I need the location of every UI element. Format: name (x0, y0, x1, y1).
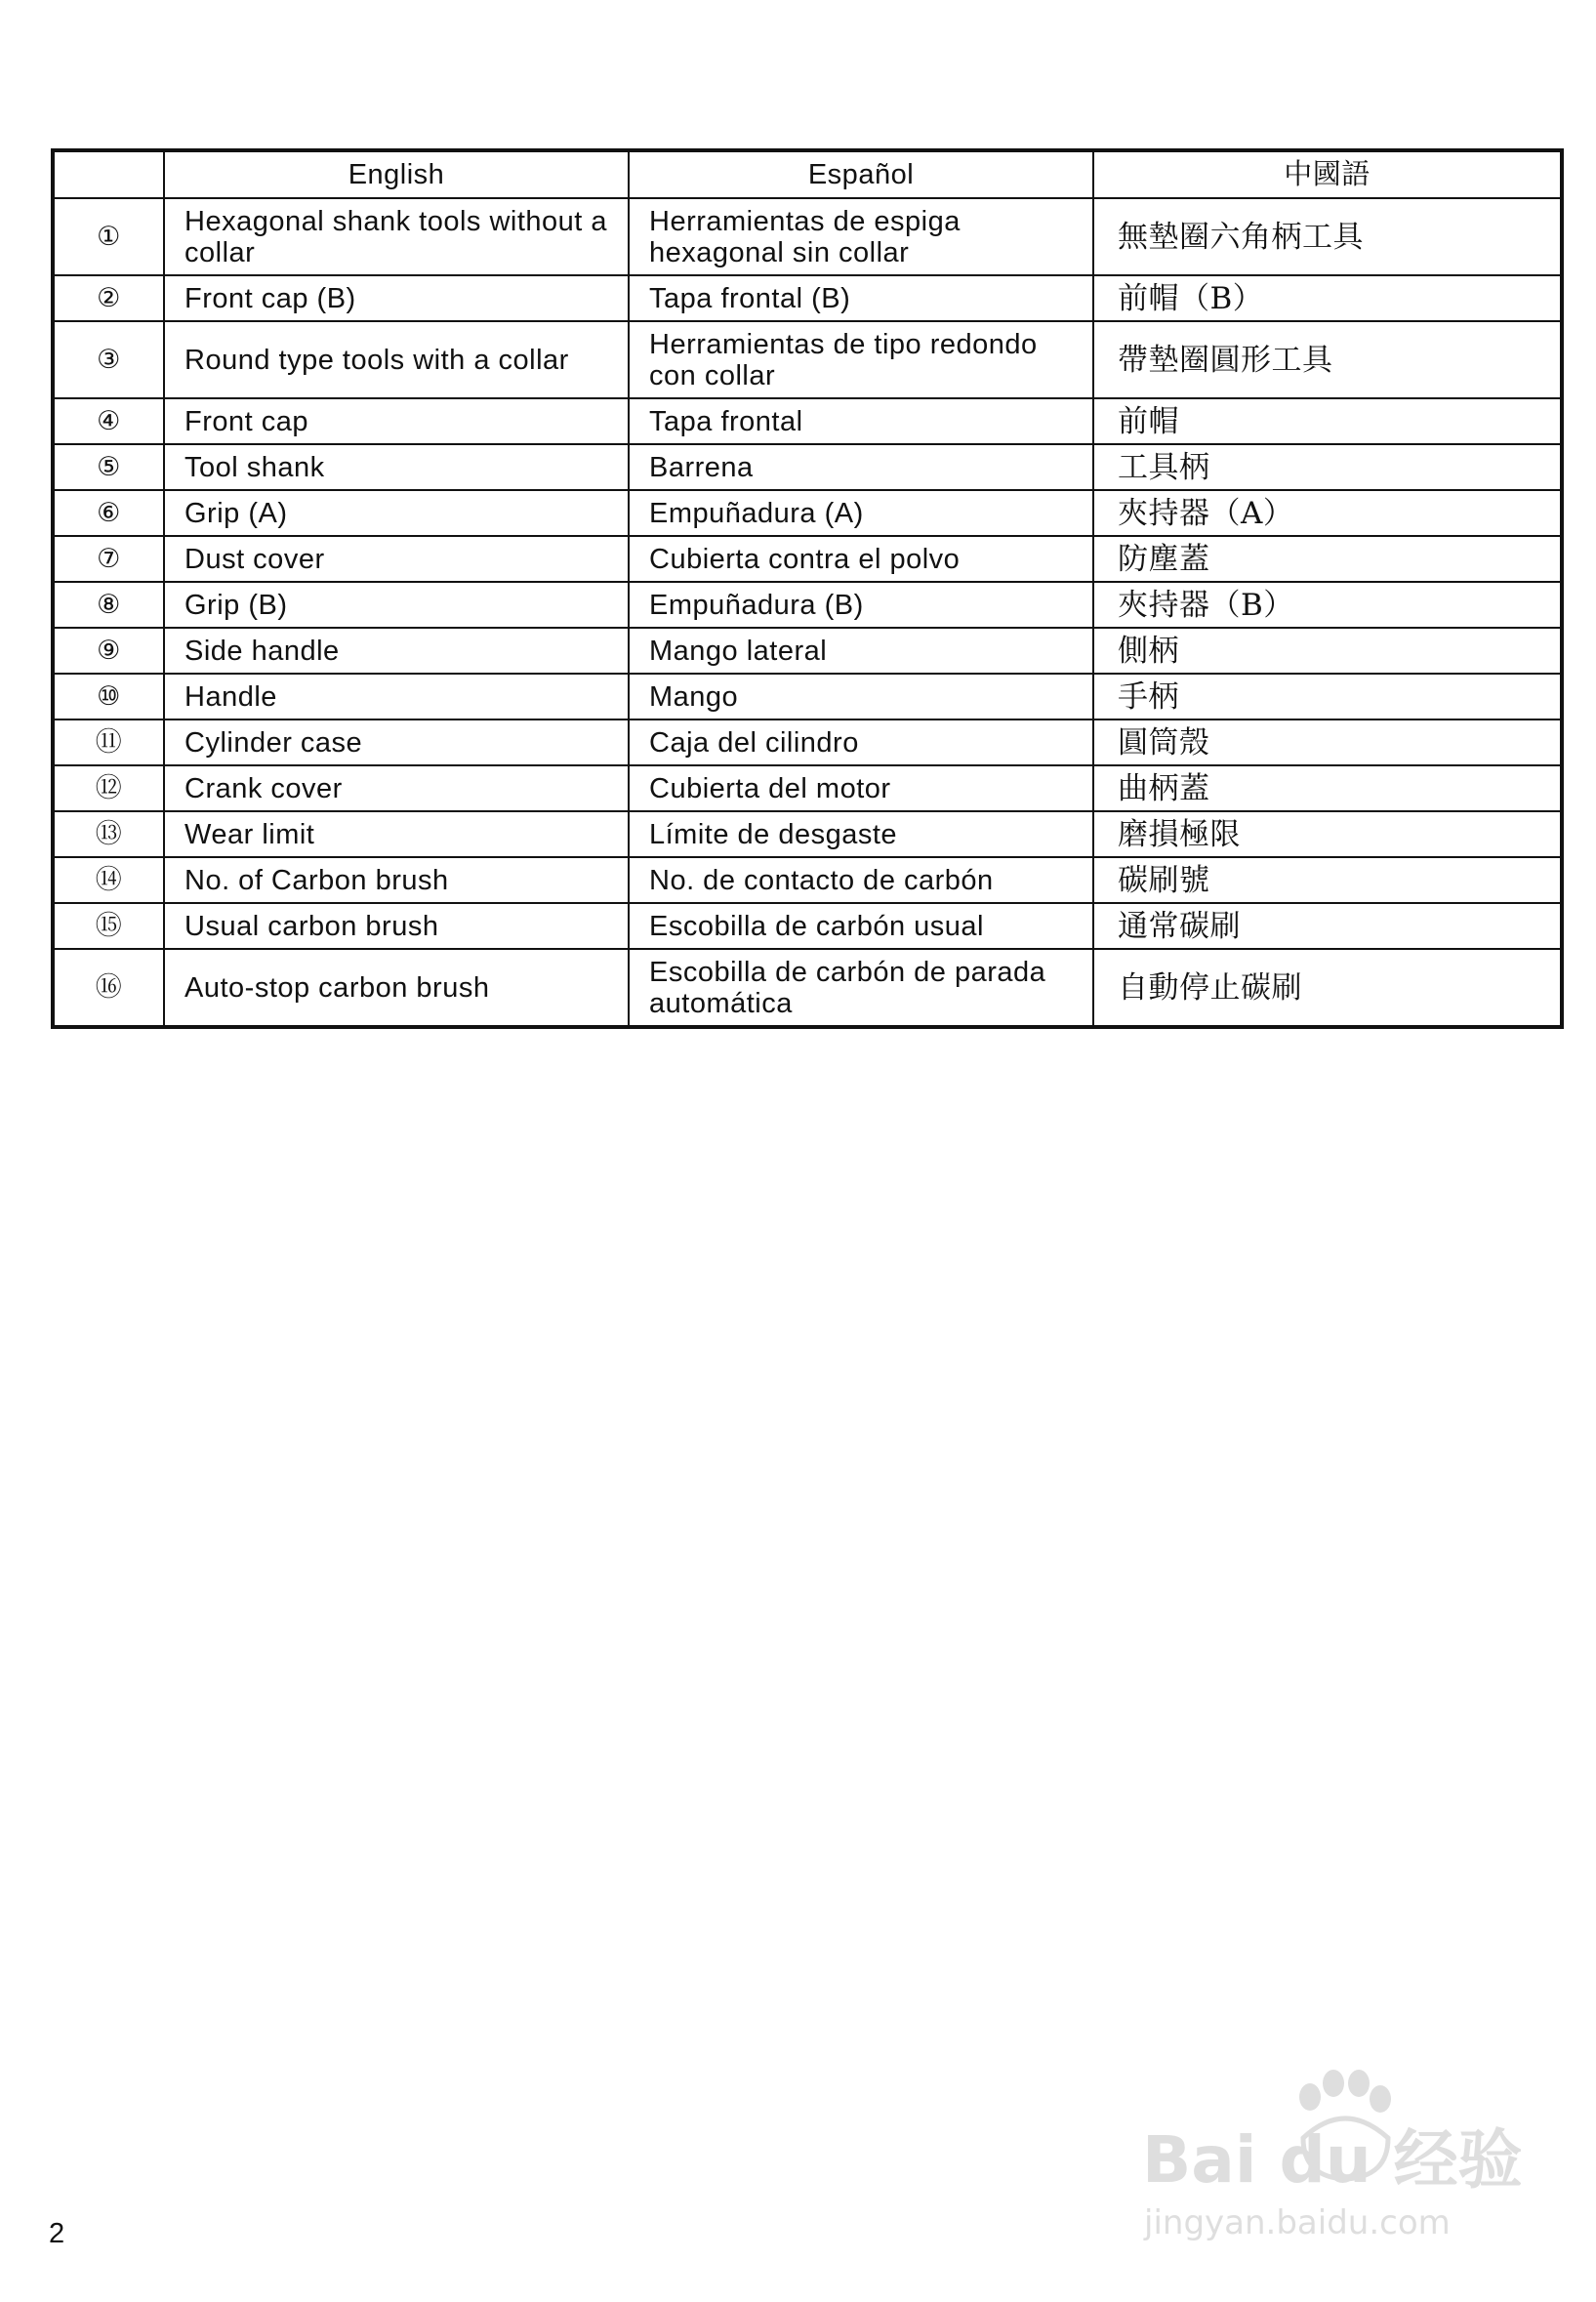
spanish-term: Herramientas de espiga hexagonal sin collar (629, 198, 1093, 275)
header-english: English (164, 150, 629, 198)
chinese-term: 曲柄蓋 (1093, 765, 1562, 811)
chinese-term: 防塵蓋 (1093, 536, 1562, 582)
watermark-brand: Bai du 经验 (1142, 2122, 1523, 2198)
spanish-term: Empuñadura (B) (629, 582, 1093, 628)
table-row (53, 321, 1562, 398)
english-term: Usual carbon brush (164, 903, 629, 949)
spanish-term: Mango lateral (629, 628, 1093, 674)
chinese-term: 無墊圈六角柄工具 (1093, 198, 1562, 275)
header-spanish: Español (629, 150, 1093, 198)
english-term: Handle (164, 674, 629, 719)
chinese-term: 帶墊圈圓形工具 (1093, 321, 1562, 398)
table-row (53, 949, 1562, 1027)
header-number (53, 150, 164, 198)
spanish-term: No. de contacto de carbón (629, 857, 1093, 903)
spanish-term: Caja del cilindro (629, 719, 1093, 765)
row-number: ⑤ (53, 444, 164, 490)
row-number: ④ (53, 398, 164, 444)
table-row (53, 198, 1562, 275)
english-term: Crank cover (164, 765, 629, 811)
english-term: Round type tools with a collar (164, 321, 629, 398)
english-term: Hexagonal shank tools without a collar (164, 198, 629, 275)
baidu-paw-logo-icon (1132, 2060, 1562, 2245)
spanish-term: Herramientas de tipo redondo con collar (629, 321, 1093, 398)
chinese-term: 圓筒殼 (1093, 719, 1562, 765)
spanish-term: Escobilla de carbón usual (629, 903, 1093, 949)
watermark-url: jingyan.baidu.com (1144, 2203, 1451, 2242)
row-number: ⑬ (53, 811, 164, 857)
english-term: No. of Carbon brush (164, 857, 629, 903)
row-number: ⑩ (53, 674, 164, 719)
english-term: Auto-stop carbon brush (164, 949, 629, 1027)
row-number: ⑮ (53, 903, 164, 949)
row-number: ⑦ (53, 536, 164, 582)
row-number: ⑯ (53, 949, 164, 1027)
table-row (53, 444, 1562, 490)
header-row (53, 150, 1562, 198)
table-row (53, 582, 1562, 628)
table-row (53, 765, 1562, 811)
row-number: ③ (53, 321, 164, 398)
row-number: ⑧ (53, 582, 164, 628)
chinese-term: 側柄 (1093, 628, 1562, 674)
chinese-term: 工具柄 (1093, 444, 1562, 490)
english-term: Cylinder case (164, 719, 629, 765)
page-number: 2 (49, 2218, 65, 2249)
chinese-term: 手柄 (1093, 674, 1562, 719)
table-row (53, 275, 1562, 321)
english-term: Wear limit (164, 811, 629, 857)
chinese-term: 磨損極限 (1093, 811, 1562, 857)
chinese-term: 前帽（B） (1093, 275, 1562, 321)
english-term: Tool shank (164, 444, 629, 490)
chinese-term: 夾持器（B） (1093, 582, 1562, 628)
chinese-term: 自動停止碳刷 (1093, 949, 1562, 1027)
spanish-term: Mango (629, 674, 1093, 719)
english-term: Side handle (164, 628, 629, 674)
english-term: Dust cover (164, 536, 629, 582)
row-number: ⑪ (53, 719, 164, 765)
english-term: Grip (A) (164, 490, 629, 536)
spanish-term: Empuñadura (A) (629, 490, 1093, 536)
parts-glossary-table (51, 148, 1564, 1029)
row-number: ⑥ (53, 490, 164, 536)
row-number: ① (53, 198, 164, 275)
chinese-term: 碳刷號 (1093, 857, 1562, 903)
chinese-term: 夾持器（A） (1093, 490, 1562, 536)
header-chinese: 中國語 (1093, 150, 1562, 198)
english-term: Front cap (B) (164, 275, 629, 321)
table-row (53, 398, 1562, 444)
spanish-term: Tapa frontal (B) (629, 275, 1093, 321)
english-term: Grip (B) (164, 582, 629, 628)
spanish-term: Barrena (629, 444, 1093, 490)
spanish-term: Límite de desgaste (629, 811, 1093, 857)
table-row (53, 490, 1562, 536)
row-number: ⑭ (53, 857, 164, 903)
table-row (53, 674, 1562, 719)
spanish-term: Cubierta contra el polvo (629, 536, 1093, 582)
baidu-jingyan-watermark (1132, 2060, 1562, 2245)
table-row (53, 719, 1562, 765)
table-row (53, 903, 1562, 949)
table-row (53, 811, 1562, 857)
row-number: ② (53, 275, 164, 321)
row-number: ⑫ (53, 765, 164, 811)
english-term: Front cap (164, 398, 629, 444)
spanish-term: Cubierta del motor (629, 765, 1093, 811)
table-row (53, 857, 1562, 903)
chinese-term: 前帽 (1093, 398, 1562, 444)
table-row (53, 536, 1562, 582)
spanish-term: Tapa frontal (629, 398, 1093, 444)
table-row (53, 628, 1562, 674)
spanish-term: Escobilla de carbón de parada automática (629, 949, 1093, 1027)
chinese-term: 通常碳刷 (1093, 903, 1562, 949)
row-number: ⑨ (53, 628, 164, 674)
